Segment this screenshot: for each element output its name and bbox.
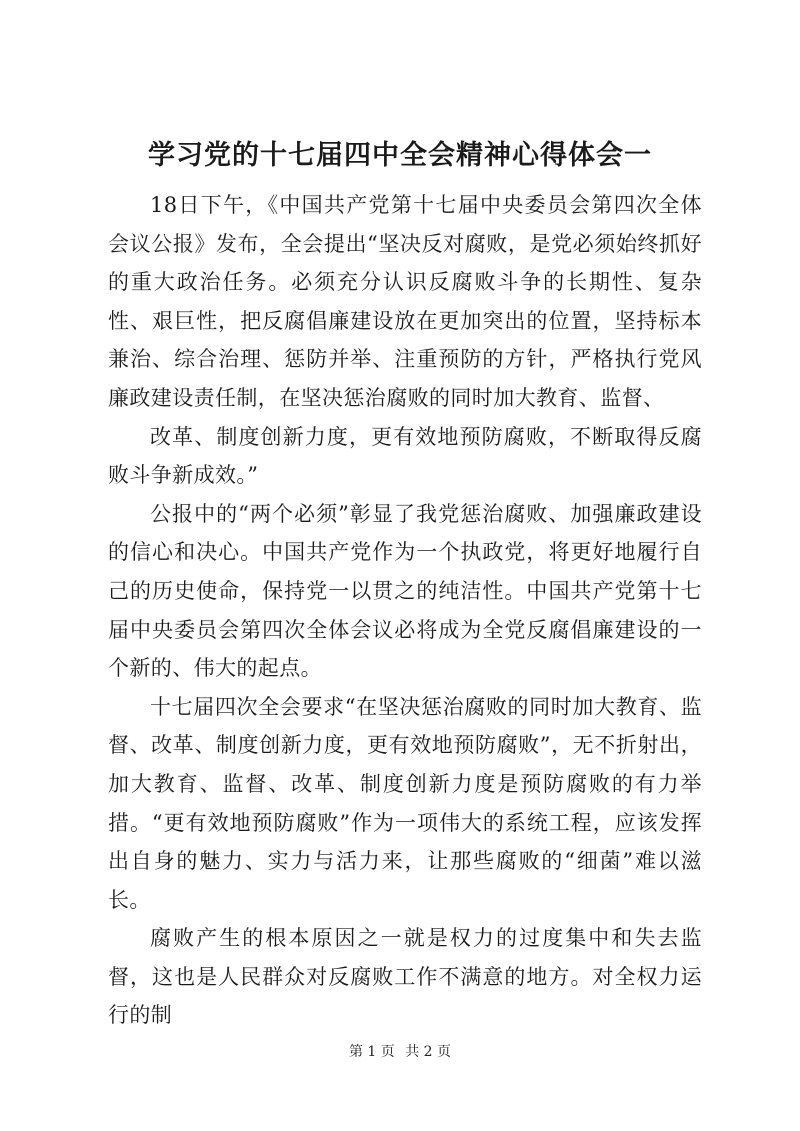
document-title: 学习党的十七届四中全会精神心得体会一 [148, 140, 652, 171]
document-body [108, 186, 702, 1035]
page-footer [0, 1042, 800, 1062]
total-pages: 共 2 页 [405, 1044, 452, 1060]
page-number: 第 1 页 [348, 1044, 395, 1060]
paragraph: 18日下午，《中国共产党第十七届中央委员会第四次全体会议公报》发布，全会提出“坚决反对腐败，是党必须始终抓好的重大政治任务。必须充分认识反腐败斗争的长期性、复杂性、艰巨性，把反腐倡廉建设放在更加突出的位置，坚持标本兼治、综合治理、惩防并举、注重预防的方针，严格执行党风廉政建设责任制，在坚决惩治腐败的同时加大教育、监督、 [108, 193, 702, 410]
paragraph: 公报中的“两个必须”彰显了我党惩治腐败、加强廉政建设的信心和决心。中国共产党作为一个执政党，将更好地履行自己的历史使命，保持党一以贯之的纯洁性。中国共产党第十七届中央委员会第四次全体会议必将成为全党反腐倡廉建设的一个新的、伟大的起点。 [108, 501, 702, 681]
paragraph: 改革、制度创新力度，更有效地预防腐败，不断取得反腐败斗争新成效。” [108, 424, 702, 488]
paragraph: 腐败产生的根本原因之一就是权力的过度集中和失去监督，这也是人民群众对反腐败工作不满意的地方。对全权力运行的制 [108, 926, 702, 1028]
paragraph: 十七届四次全会要求“在坚决惩治腐败的同时加大教育、监督、改革、制度创新力度，更有效地预防腐败”，无不折射出，加大教育、监督、改革、制度创新力度是预防腐败的有力举措。“更有效地预防腐败”作为一项伟大的系统工程，应该发挥出自身的魅力、实力与活力来，让那些腐败的“细菌”难以滋长。 [108, 694, 702, 912]
